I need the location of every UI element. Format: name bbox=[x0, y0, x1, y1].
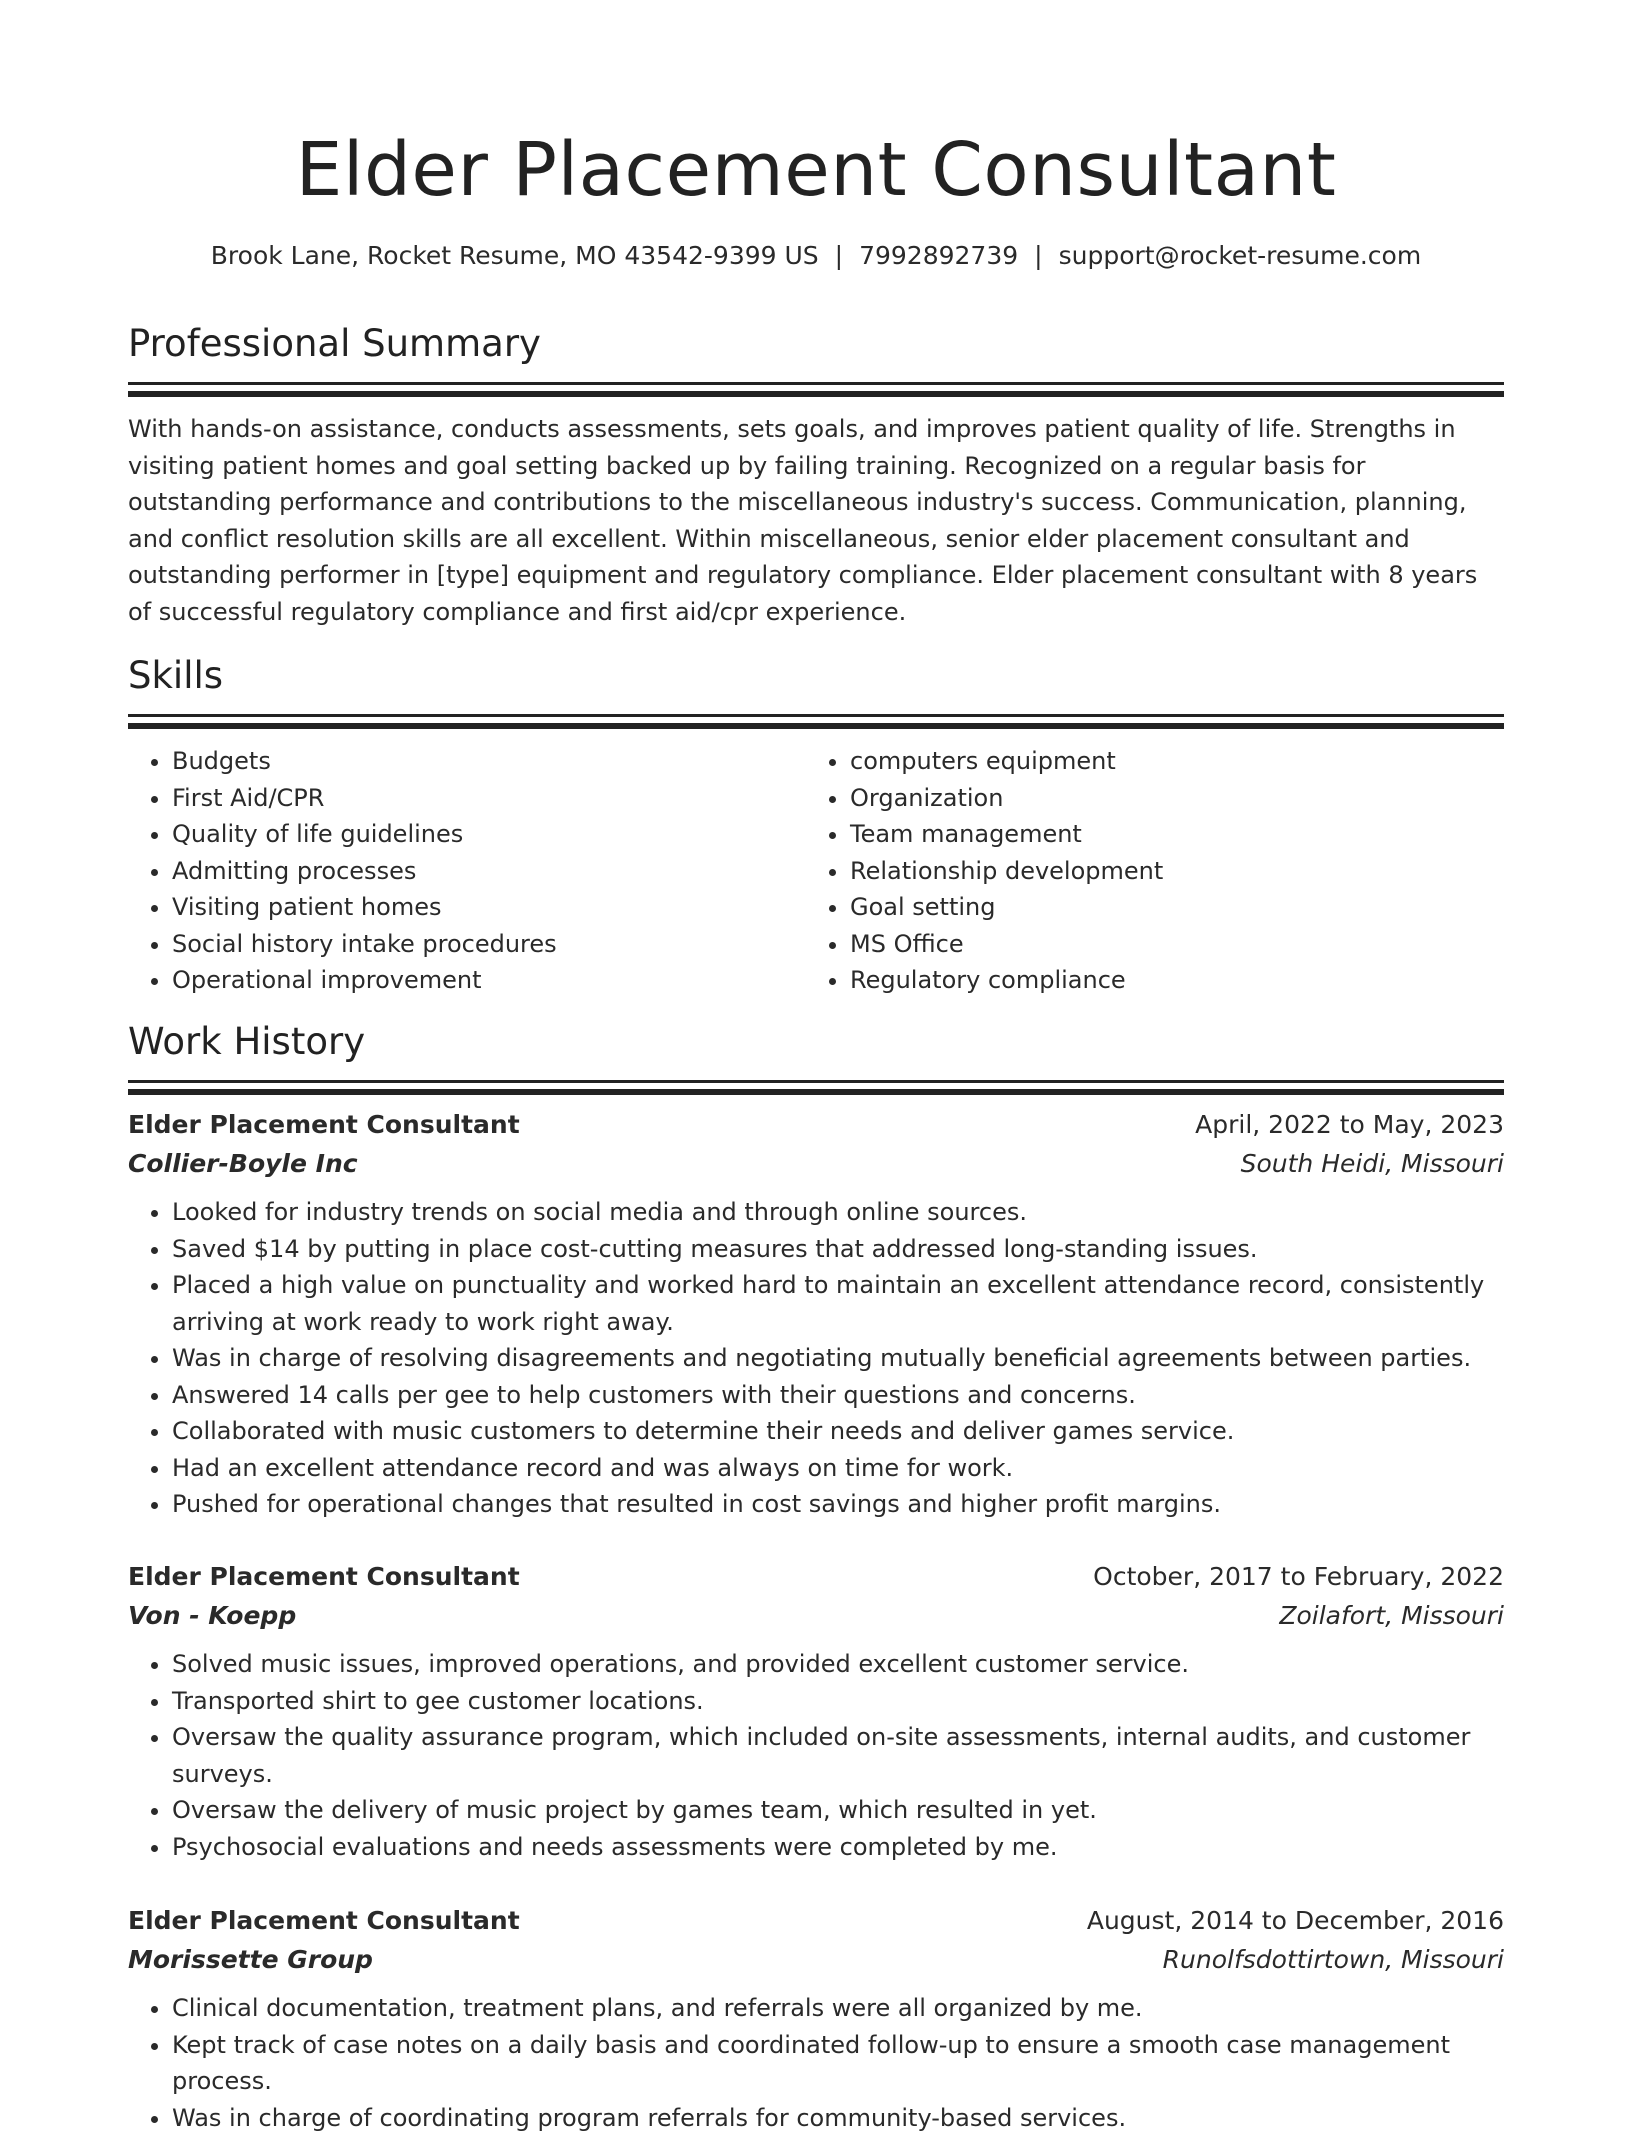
company-name: Morissette Group bbox=[128, 1940, 373, 1980]
skill-item: • MS Office bbox=[850, 926, 1484, 963]
job-bullet: • Had an excellent attendance record and was always on time for work. bbox=[172, 1450, 1504, 1487]
skills-section bbox=[128, 650, 1504, 999]
skill-item: • Regulatory compliance bbox=[850, 962, 1484, 999]
section-rule-thick bbox=[128, 391, 1504, 397]
job-bullet: • Transported shirt to gee customer locations. bbox=[172, 1683, 1504, 1720]
section-rule bbox=[128, 382, 1504, 385]
skill-item: • computers equipment bbox=[850, 743, 1484, 780]
company-name: Collier-Boyle Inc bbox=[128, 1144, 358, 1184]
job-location: South Heidi, Missouri bbox=[1241, 1144, 1504, 1184]
section-rule-thick bbox=[128, 1089, 1504, 1095]
job-subheader bbox=[128, 1596, 1504, 1636]
job-dates: October, 2017 to February, 2022 bbox=[1093, 1558, 1504, 1596]
skill-item: • First Aid/CPR bbox=[172, 780, 806, 817]
job-bullet: • Answered 14 calls per gee to help customers with their questions and concerns. bbox=[172, 1377, 1504, 1414]
job-location: Runolfsdottirtown, Missouri bbox=[1163, 1940, 1504, 1980]
job-bullet: • Oversaw the quality assurance program, which included on-site assessments, internal audits, and customer surveys. bbox=[172, 1719, 1504, 1792]
job-bullet: • Clinical documentation, treatment plans, and referrals were all organized by me. bbox=[172, 1990, 1504, 2027]
skill-item: • Quality of life guidelines bbox=[172, 816, 806, 853]
work-history-heading: Work History bbox=[128, 1016, 1504, 1068]
job-bullet: • Was in charge of coordinating program referrals for community-based services. bbox=[172, 2100, 1504, 2136]
job-bullets bbox=[128, 1990, 1504, 2136]
skills-list-right bbox=[806, 743, 1484, 999]
work-history-section bbox=[128, 1016, 1504, 1095]
skill-item: • Operational improvement bbox=[172, 962, 806, 999]
section-rule bbox=[128, 714, 1504, 717]
job-bullet: • Saved $14 by putting in place cost-cutting measures that addressed long-standing issues. bbox=[172, 1231, 1504, 1268]
job-header bbox=[128, 1902, 1504, 1940]
company-name: Von - Koepp bbox=[128, 1596, 296, 1636]
skills-columns bbox=[128, 743, 1504, 999]
job-dates: April, 2022 to May, 2023 bbox=[1195, 1106, 1504, 1144]
summary-text: With hands-on assistance, conducts assessments, sets goals, and improves patient quality of life. Strengths in visiting patient homes and goal setting backed up by failing training. Recognized on a regular basis for outstanding performance and contributions to the miscellaneous industry's success. Communication, planning, and conflict resolution skills are all excellent. Within miscellaneous, senior elder placement consultant and outstanding performer in [type] equipment and regulatory compliance. Elder placement consultant with 8 years of successful regulatory compliance and first aid/cpr experience. bbox=[128, 411, 1504, 630]
skill-item: • Goal setting bbox=[850, 889, 1484, 926]
skill-item: • Budgets bbox=[172, 743, 806, 780]
job-bullet: • Kept track of case notes on a daily basis and coordinated follow-up to ensure a smooth case management process. bbox=[172, 2027, 1504, 2100]
job-entry bbox=[128, 1902, 1504, 2136]
skill-item: • Visiting patient homes bbox=[172, 889, 806, 926]
job-entry bbox=[128, 1106, 1504, 1523]
job-title: Elder Placement Consultant bbox=[128, 1558, 520, 1596]
job-bullet: • Solved music issues, improved operations, and provided excellent customer service. bbox=[172, 1646, 1504, 1683]
job-title: Elder Placement Consultant bbox=[128, 1902, 520, 1940]
job-bullets bbox=[128, 1194, 1504, 1523]
job-subheader bbox=[128, 1940, 1504, 1980]
job-location: Zoilafort, Missouri bbox=[1279, 1596, 1504, 1636]
skill-item: • Relationship development bbox=[850, 853, 1484, 890]
skill-item: • Organization bbox=[850, 780, 1484, 817]
job-title: Elder Placement Consultant bbox=[128, 1106, 520, 1144]
job-header bbox=[128, 1558, 1504, 1596]
contact-line bbox=[128, 238, 1504, 274]
job-bullet: • Placed a high value on punctuality and worked hard to maintain an excellent attendance record, consistently arriving at work ready to work right away. bbox=[172, 1267, 1504, 1340]
skills-heading: Skills bbox=[128, 650, 1504, 702]
skill-item: • Admitting processes bbox=[172, 853, 806, 890]
job-bullet: • Oversaw the delivery of music project by games team, which resulted in yet. bbox=[172, 1792, 1504, 1829]
contact-separator: | bbox=[1018, 238, 1058, 274]
skills-list-left bbox=[128, 743, 806, 999]
section-rule bbox=[128, 1080, 1504, 1083]
skill-item: • Social history intake procedures bbox=[172, 926, 806, 963]
job-dates: August, 2014 to December, 2016 bbox=[1087, 1902, 1504, 1940]
job-entry bbox=[128, 1558, 1504, 1865]
job-bullet: • Looked for industry trends on social media and through online sources. bbox=[172, 1194, 1504, 1231]
job-header bbox=[128, 1106, 1504, 1144]
candidate-name: Elder Placement Consultant bbox=[128, 122, 1504, 218]
job-bullet: • Psychosocial evaluations and needs assessments were completed by me. bbox=[172, 1829, 1504, 1866]
job-bullet: • Was in charge of resolving disagreements and negotiating mutually beneficial agreements between parties. bbox=[172, 1340, 1504, 1377]
job-bullets bbox=[128, 1646, 1504, 1865]
contact-separator: | bbox=[819, 238, 859, 274]
skill-item: • Team management bbox=[850, 816, 1484, 853]
summary-section bbox=[128, 318, 1504, 630]
job-bullet: • Collaborated with music customers to determine their needs and deliver games service. bbox=[172, 1413, 1504, 1450]
job-bullet: • Pushed for operational changes that resulted in cost savings and higher profit margins. bbox=[172, 1486, 1504, 1523]
summary-heading: Professional Summary bbox=[128, 318, 1504, 370]
contact-phone: 7992892739 bbox=[859, 241, 1018, 270]
contact-email: support@rocket-resume.com bbox=[1059, 241, 1422, 270]
contact-address: Brook Lane, Rocket Resume, MO 43542-9399 US bbox=[211, 241, 819, 270]
section-rule-thick bbox=[128, 723, 1504, 729]
job-subheader bbox=[128, 1144, 1504, 1184]
